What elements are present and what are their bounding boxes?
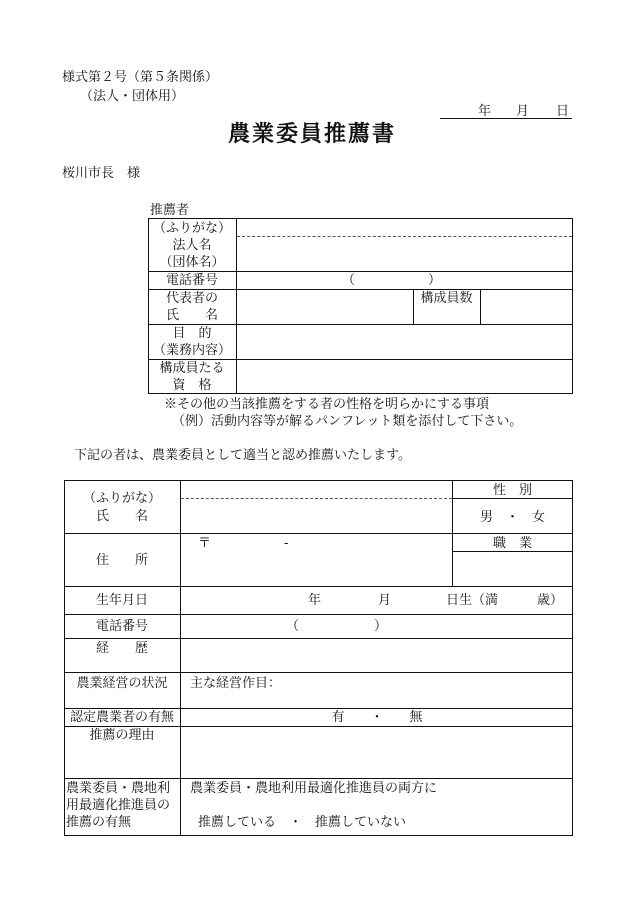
row-divider	[148, 271, 573, 272]
main-crop-label: 主な経営作目：	[190, 676, 282, 691]
row-divider	[64, 726, 573, 727]
gender-options: 男 ・ 女	[479, 510, 545, 525]
farming-status-label: 農業経営の状況	[76, 676, 168, 691]
both-options: 推薦している ・ 推薦していない	[198, 815, 407, 830]
birth-label: 生年月日	[95, 593, 148, 608]
both-question: 農業委員・農地利用最適化推進員の両方に	[190, 781, 438, 796]
purpose-label-line2: （業務内容）	[152, 343, 231, 358]
purpose-label-line1: 目 的	[172, 326, 212, 341]
furigana-label: （ふりがな）	[152, 221, 231, 236]
addressee: 桜川市長 様	[62, 166, 141, 181]
occupation-header-line	[452, 551, 573, 552]
candidate-phone-label: 電話番号	[95, 619, 148, 634]
member-qual-line1: 構成員たる	[159, 361, 225, 376]
candidate-furigana-dashed	[181, 498, 452, 499]
history-label: 経 歴	[95, 641, 148, 656]
address-label: 住 所	[95, 553, 148, 568]
candidate-name-label: 氏 名	[95, 509, 148, 524]
phone-label: 電話番号	[165, 273, 218, 288]
member-qual-line2: 資 格	[172, 378, 212, 393]
note-line2: （例）活動内容等が解るパンフレット類を添付して下さい。	[172, 414, 523, 429]
candidate-furigana-label: （ふりがな）	[82, 491, 161, 506]
furigana-dashed-line	[237, 236, 572, 237]
date-month-label: 月	[516, 104, 530, 119]
occupation-label: 職 業	[492, 536, 532, 551]
both-label-line2: 用最適化推進員の	[66, 798, 171, 813]
candidate-phone-paren-open: （	[286, 619, 300, 634]
rep-divider	[480, 289, 481, 324]
certified-label: 認定農業者の有無	[69, 710, 174, 725]
statement: 下記の者は、農業委員として適当と認め推薦いたします。	[74, 448, 411, 463]
row-divider	[148, 324, 573, 325]
both-label-line3: 推薦の有無	[66, 815, 132, 830]
recommender-section-label: 推薦者	[150, 203, 190, 218]
row-divider	[64, 614, 573, 615]
form-subtype: （法人・団体用）	[80, 89, 185, 104]
birth-month-label: 月	[378, 593, 392, 608]
page-title: 農業委員推薦書	[228, 122, 397, 147]
row-divider	[64, 533, 573, 534]
rep-label-line2: 氏 名	[165, 308, 218, 323]
form-number: 様式第２号（第５条関係）	[62, 70, 219, 85]
row-divider	[64, 672, 573, 673]
candidate-phone-paren-close: ）	[374, 619, 388, 634]
row-divider	[64, 586, 573, 587]
phone-paren-close: ）	[428, 273, 442, 288]
reason-label: 推薦の理由	[89, 728, 155, 743]
row-divider	[148, 289, 573, 290]
postal-dash: -	[284, 536, 289, 551]
gender-label: 性 別	[492, 483, 532, 498]
certified-options: 有 ・ 無	[331, 710, 423, 725]
date-year-label: 年	[478, 104, 492, 119]
postal-mark: 〒	[198, 536, 212, 551]
rep-label-line1: 代表者の	[165, 291, 218, 306]
phone-paren-open: （	[342, 273, 356, 288]
gender-header-line	[452, 498, 573, 499]
row-divider	[64, 778, 573, 779]
corp-name-label: 法人名	[172, 238, 212, 253]
row-divider	[64, 638, 573, 639]
date-day-label: 日	[556, 104, 570, 119]
row-divider	[64, 708, 573, 709]
birth-year-label: 年	[308, 593, 322, 608]
note-line1: ※その他の当該推薦をする者の性格を明らかにする事項	[164, 397, 490, 412]
row-divider	[148, 359, 573, 360]
date-underline	[440, 118, 572, 119]
group-name-label: （団体名）	[159, 255, 225, 270]
birth-day-age-label: 日生（満 歳）	[446, 593, 564, 608]
both-label-line1: 農業委員・農地利	[66, 781, 171, 796]
members-count-label: 構成員数	[420, 291, 473, 306]
recommender-label-divider	[236, 218, 237, 394]
